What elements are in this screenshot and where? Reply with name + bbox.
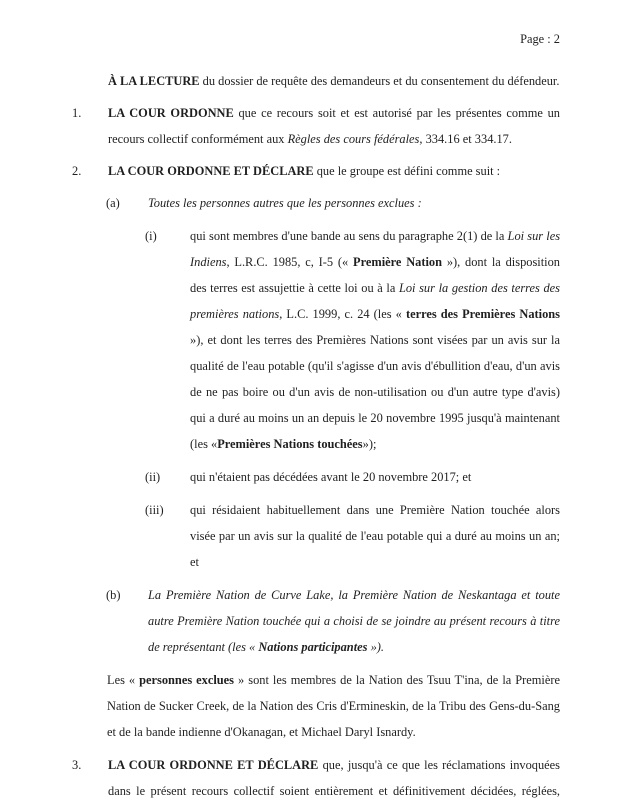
paragraph-text [108,752,560,804]
item-text [190,497,560,575]
text-run: qui sont membres d'une bande au sens du paragraphe 2(1) de la [190,229,508,243]
text-run: Loi sur la gestion des terres des premières nations [190,281,560,321]
text-run: Premières Nations touchées [217,437,363,451]
text-run: Loi sur les Indiens [190,229,561,269]
text-run: terres des Premières Nations [405,307,560,321]
item-label: (iii) [145,503,164,517]
item-text [190,223,560,457]
text-run: »), dont la disposition des terres est assujettie à cette loi ou à la [190,255,560,295]
paragraph-number: 3. [72,758,82,772]
order-paragraph-3 [62,752,560,804]
item-label: (b) [106,588,121,602]
class-definition-subitem-iii [145,497,560,575]
item-text [148,582,560,660]
text-run: Nations participantes [258,640,368,654]
text-run: LA COUR ORDONNE ET DÉCLARE [108,164,314,178]
item-label: (a) [106,196,120,210]
item-text [190,464,560,490]
paragraph-number: 1. [72,106,82,120]
text-run: La Première Nation de Curve Lake, la Première Nation de Neskantaga et toute autre Première Nation touchée qui a choisi de se joindre au présent recours à titre de représentant (les « [148,588,560,654]
paragraph-text [108,158,560,184]
class-definition-subitem-ii [145,464,560,490]
text-run: que, jusqu'à ce que les réclamations invoquées dans le présent recours collectif soient entièrement et définitivement décidées, réglées, [108,758,561,798]
text-run: À LA LECTURE [108,74,200,88]
text-run: que le groupe est défini comme suit : [313,164,501,178]
text-run: , L.R.C. 1985, c, I-5 (« [226,255,354,269]
text-run: »), et dont les terres des Premières Nations sont visées par un avis sur la qualité de l'eau potable (qu'il s'agisse d'un avis d'ébullition d'eau, d'un avis de ne pas boire ou d'un avis de non-utilisation ou d'un autre type d'avis) qui a duré au moins un an depuis le 20 novembre 1995 jusqu'à maintenant (les « [190,333,560,451]
text-run: Les « [107,673,140,687]
text-run: , 334.16 et 334.17. [419,132,512,146]
text-run: » sont les membres de la Nation des Tsuu T'ina, de la Première Nation de Sucker Creek, de la Nation des Cris d'Ermineskin, de la Tribu des Gens-du-Sang et de la bande indienne d'Okanagan, et Michael Daryl Isnardy. [107,673,561,739]
item-text [148,190,560,216]
text-run: du dossier de requête des demandeurs et du consentement du défendeur. [199,74,560,88]
text-run: qui résidaient habituellement dans une Première Nation touchée alors visée par un avis sur la qualité de l'eau potable qui a duré au moins un an; et [190,503,560,569]
text-run: LA COUR ORDONNE ET DÉCLARE [108,758,319,772]
text-run: »). [367,640,384,654]
text-run: »); [362,437,377,451]
paragraph-number: 2. [72,164,82,178]
order-paragraph-1 [62,100,560,152]
class-definition-subitem-i [145,223,560,457]
class-definition-item-b [106,582,560,660]
class-definition-item-a [106,190,560,216]
paragraph-text [108,100,560,152]
text-run: LA COUR ORDONNE [108,106,234,120]
item-label: (ii) [145,470,161,484]
intro-paragraph [62,68,560,94]
text-run: qui n'étaient pas décédées avant le 20 novembre 2017; et [190,470,472,484]
text-run: Première Nation [353,255,443,269]
excluded-persons-paragraph [107,667,560,745]
text-run: que ce recours soit et est autorisé par les présentes comme un recours collectif conformément aux [108,106,560,146]
page-number-label: Page : 2 [520,32,560,46]
text-run: Toutes les personnes autres que les personnes exclues : [148,196,422,210]
text-run: Règles des cours fédérales [287,132,420,146]
text-run: personnes exclues [139,673,235,687]
order-paragraph-2 [62,158,560,184]
item-label: (i) [145,229,157,243]
text-run: , L.C. 1999, c. 24 (les « [279,307,406,321]
